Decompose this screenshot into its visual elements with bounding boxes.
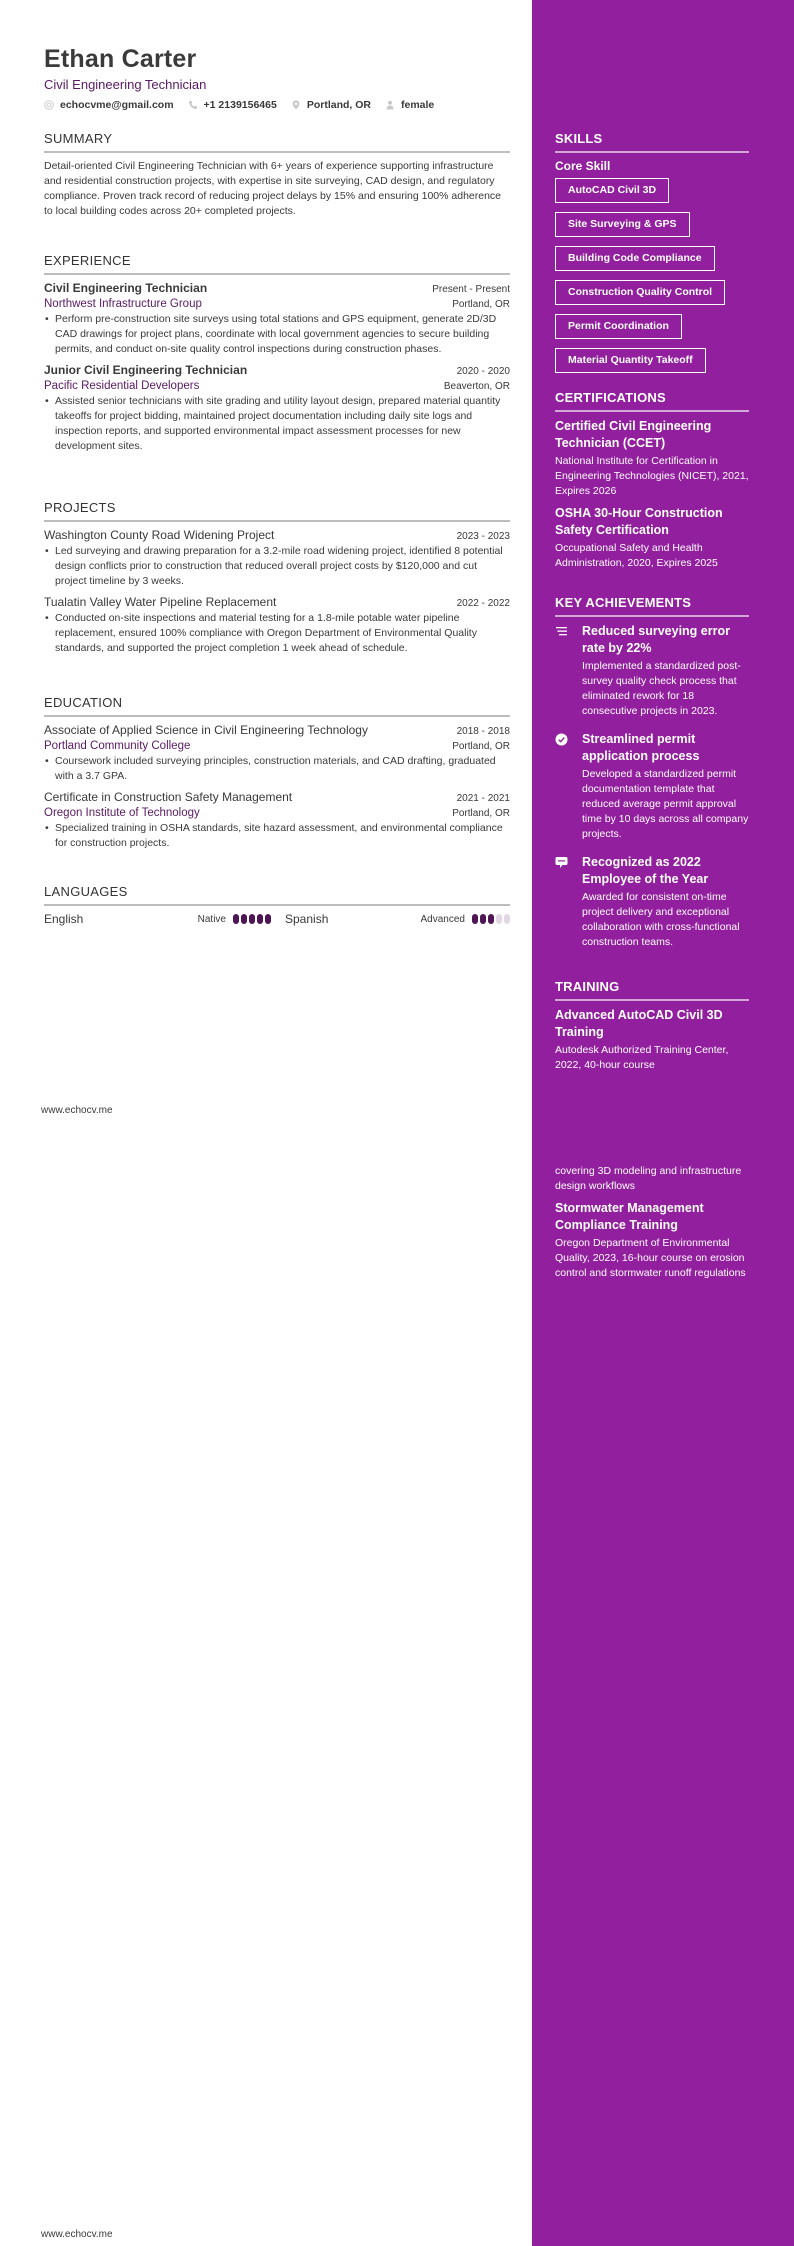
bullet-item: • Conducted on-site inspections and material testing for a 1.8-mile potable water pipeline replacement, ensured 100% compliance with Oregon Department of Environmental Quality standards, and supported the project completion 1 week ahead of schedule.	[44, 611, 510, 656]
certification-title: Certified Civil Engineering Technician (CCET)	[555, 419, 712, 450]
contact-email[interactable]	[44, 99, 174, 111]
training-title: Stormwater Management Compliance Training	[555, 1201, 704, 1232]
location-text: Portland, OR	[306, 99, 371, 111]
rating-dot-filled	[265, 914, 271, 924]
phone-text: +1 2139156465	[203, 99, 277, 111]
date-range: 2018 - 2018	[456, 726, 510, 737]
summary-text: Detail-oriented Civil Engineering Technician with 6+ years of experience supporting infrastructure and residential construction projects, with expertise in site surveying, CAD design, and regulatory compliance. Proven track record of reducing project delays by 15% and ensuring 100% adherence to local building codes across 20+ completed projects.	[44, 160, 502, 217]
bullet-item: • Assisted senior technicians with site grading and utility layout design, prepared material quantity takeoffs for project bidding, maintained project documentation including daily site logs and inspection reports, and supported environmental impact assessment processes for new development sites.	[44, 394, 510, 454]
training-detail: Oregon Department of Environmental Quality, 2023, 16-hour course on erosion control and stormwater runoff regulations	[555, 1237, 746, 1279]
person-icon	[385, 100, 395, 110]
footer-website-link[interactable]: www.echocv.me	[41, 1105, 113, 1116]
education-section	[44, 695, 510, 857]
project-entry	[44, 595, 510, 656]
date-range: 2022 - 2022	[456, 598, 510, 609]
job-location: Beaverton, OR	[443, 381, 510, 392]
achievement-title: Streamlined permit application process	[582, 732, 700, 763]
section-divider	[555, 999, 749, 1001]
language-level: Native	[197, 913, 226, 925]
achievement-detail: Developed a standardized permit documentation template that reduced average permit approval time by 10 days across all company projects.	[582, 768, 749, 840]
institution-location: Portland, OR	[452, 741, 510, 752]
experience-entry	[44, 281, 510, 357]
skill-group-title: Core Skill	[555, 159, 611, 173]
training-item	[555, 1007, 749, 1073]
bullet-item: • Coursework included surveying principles, construction materials, and CAD drafting, graduated with a 3.7 GPA.	[44, 754, 510, 784]
rating-dot-filled	[472, 914, 478, 924]
rating-dot-filled	[480, 914, 486, 924]
language-spanish	[285, 912, 510, 926]
rating-dot-filled	[233, 914, 239, 924]
section-divider	[555, 615, 749, 617]
certifications-section	[555, 390, 749, 577]
skill-chip: Permit Coordination	[555, 314, 682, 339]
language-rating	[472, 914, 510, 924]
training-item	[555, 1200, 749, 1281]
institution-name: Portland Community College	[44, 740, 191, 752]
certification-detail: Occupational Safety and Health Administration, 2020, Expires 2025	[555, 542, 718, 569]
section-heading: EDUCATION	[44, 695, 123, 710]
company-name: Northwest Infrastructure Group	[44, 298, 202, 310]
training-section-continued	[555, 1164, 749, 1287]
contact-location	[291, 99, 371, 111]
institution-name: Oregon Institute of Technology	[44, 807, 200, 819]
language-rating	[233, 914, 271, 924]
achievement-item	[555, 731, 749, 848]
job-location: Portland, OR	[452, 299, 510, 310]
candidate-name: Ethan Carter	[44, 45, 197, 73]
date-range: Present - Present	[432, 284, 510, 295]
section-heading: SKILLS	[555, 131, 603, 146]
bullet-item: • Perform pre-construction site surveys using total stations and GPS equipment, generate 2D/3D CAD drawings for project plans, coordinate with local government agencies to secure building permits, and conduct on-site quality control inspections during construction phases.	[44, 312, 510, 357]
section-divider	[44, 904, 510, 906]
training-detail: Autodesk Authorized Training Center, 2022, 40-hour course	[555, 1044, 729, 1071]
rating-dot-filled	[249, 914, 255, 924]
institution-location: Portland, OR	[452, 808, 510, 819]
experience-entry	[44, 363, 510, 454]
project-entry	[44, 528, 510, 589]
section-heading: CERTIFICATIONS	[555, 390, 666, 405]
degree-title: Associate of Applied Science in Civil Engineering Technology	[44, 723, 368, 737]
contact-phone[interactable]	[188, 99, 277, 111]
projects-section	[44, 500, 510, 662]
contact-row	[44, 99, 448, 111]
date-range: 2023 - 2023	[456, 531, 510, 542]
section-divider	[555, 151, 749, 153]
bullet-item: • Led surveying and drawing preparation for a 3.2-mile road widening project, identified 8 potential design conflicts prior to construction that reduced overall project costs by $120,000 and cut project timeline by 3 weeks.	[44, 544, 510, 589]
certification-item	[555, 505, 749, 571]
training-detail: covering 3D modeling and infrastructure design workflows	[555, 1165, 742, 1192]
section-heading: PROJECTS	[44, 500, 116, 515]
language-english	[44, 912, 285, 926]
section-heading: KEY ACHIEVEMENTS	[555, 595, 692, 610]
certification-detail: National Institute for Certification in Engineering Technologies (NICET), 2021, Expires 2026	[555, 455, 749, 497]
rating-dot-empty	[504, 914, 510, 924]
achievement-detail: Awarded for consistent on-time project delivery and exceptional collaboration with cross-functional construction teams.	[582, 891, 740, 948]
rating-dot-empty	[496, 914, 502, 924]
language-name: English	[44, 912, 84, 926]
project-title: Tualatin Valley Water Pipeline Replacement	[44, 595, 277, 609]
skill-chip: Building Code Compliance	[555, 246, 715, 271]
gender-text: female	[401, 99, 435, 111]
achievement-item	[555, 854, 749, 956]
skill-chip: AutoCAD Civil 3D	[555, 178, 669, 203]
rating-dot-filled	[488, 914, 494, 924]
achievement-title: Reduced surveying error rate by 22%	[582, 624, 730, 655]
skill-chip: Construction Quality Control	[555, 280, 725, 305]
section-divider	[44, 151, 510, 153]
section-divider	[44, 273, 510, 275]
degree-title: Certificate in Construction Safety Management	[44, 790, 293, 804]
summary-section	[44, 131, 510, 219]
certification-item	[555, 418, 749, 499]
position-title: Civil Engineering Technician	[44, 281, 208, 295]
rating-dot-filled	[241, 914, 247, 924]
education-entry	[44, 790, 510, 851]
section-divider	[44, 520, 510, 522]
achievements-section	[555, 595, 749, 962]
bullet-item: • Specialized training in OSHA standards, site hazard assessment, and environmental compliance for construction projects.	[44, 821, 510, 851]
languages-section	[44, 884, 510, 926]
skill-chip: Material Quantity Takeoff	[555, 348, 706, 373]
achievement-detail: Implemented a standardized post-survey quality check process that eliminated rework for 18 consecutive projects in 2023.	[582, 660, 741, 717]
project-title: Washington County Road Widening Project	[44, 528, 275, 542]
certification-title: OSHA 30-Hour Construction Safety Certification	[555, 506, 723, 537]
list-lines-icon	[555, 623, 582, 725]
section-heading: SUMMARY	[44, 131, 113, 146]
language-level: Advanced	[420, 913, 465, 925]
rating-dot-filled	[257, 914, 263, 924]
position-title: Junior Civil Engineering Technician	[44, 363, 248, 377]
date-range: 2020 - 2020	[456, 366, 510, 377]
education-entry	[44, 723, 510, 784]
section-heading: LANGUAGES	[44, 884, 128, 899]
section-divider	[555, 410, 749, 412]
experience-section	[44, 253, 510, 460]
language-name: Spanish	[285, 912, 329, 926]
training-section	[555, 979, 749, 1079]
training-title: Advanced AutoCAD Civil 3D Training	[555, 1008, 723, 1039]
company-name: Pacific Residential Developers	[44, 380, 200, 392]
achievement-item	[555, 623, 749, 725]
location-pin-icon	[291, 100, 301, 110]
section-heading: EXPERIENCE	[44, 253, 131, 268]
at-icon	[44, 100, 54, 110]
check-circle-icon	[555, 731, 582, 848]
footer-website-link[interactable]: www.echocv.me	[41, 2229, 113, 2240]
phone-icon	[188, 100, 198, 110]
section-divider	[44, 715, 510, 717]
email-text: echocvme@gmail.com	[60, 99, 174, 111]
section-heading: TRAINING	[555, 979, 620, 994]
skill-chip: Site Surveying & GPS	[555, 212, 690, 237]
job-title: Civil Engineering Technician	[44, 77, 207, 92]
achievement-title: Recognized as 2022 Employee of the Year	[582, 855, 709, 886]
speech-bubble-icon	[555, 854, 582, 956]
date-range: 2021 - 2021	[456, 793, 510, 804]
contact-gender	[385, 99, 434, 111]
skills-section	[555, 131, 749, 382]
